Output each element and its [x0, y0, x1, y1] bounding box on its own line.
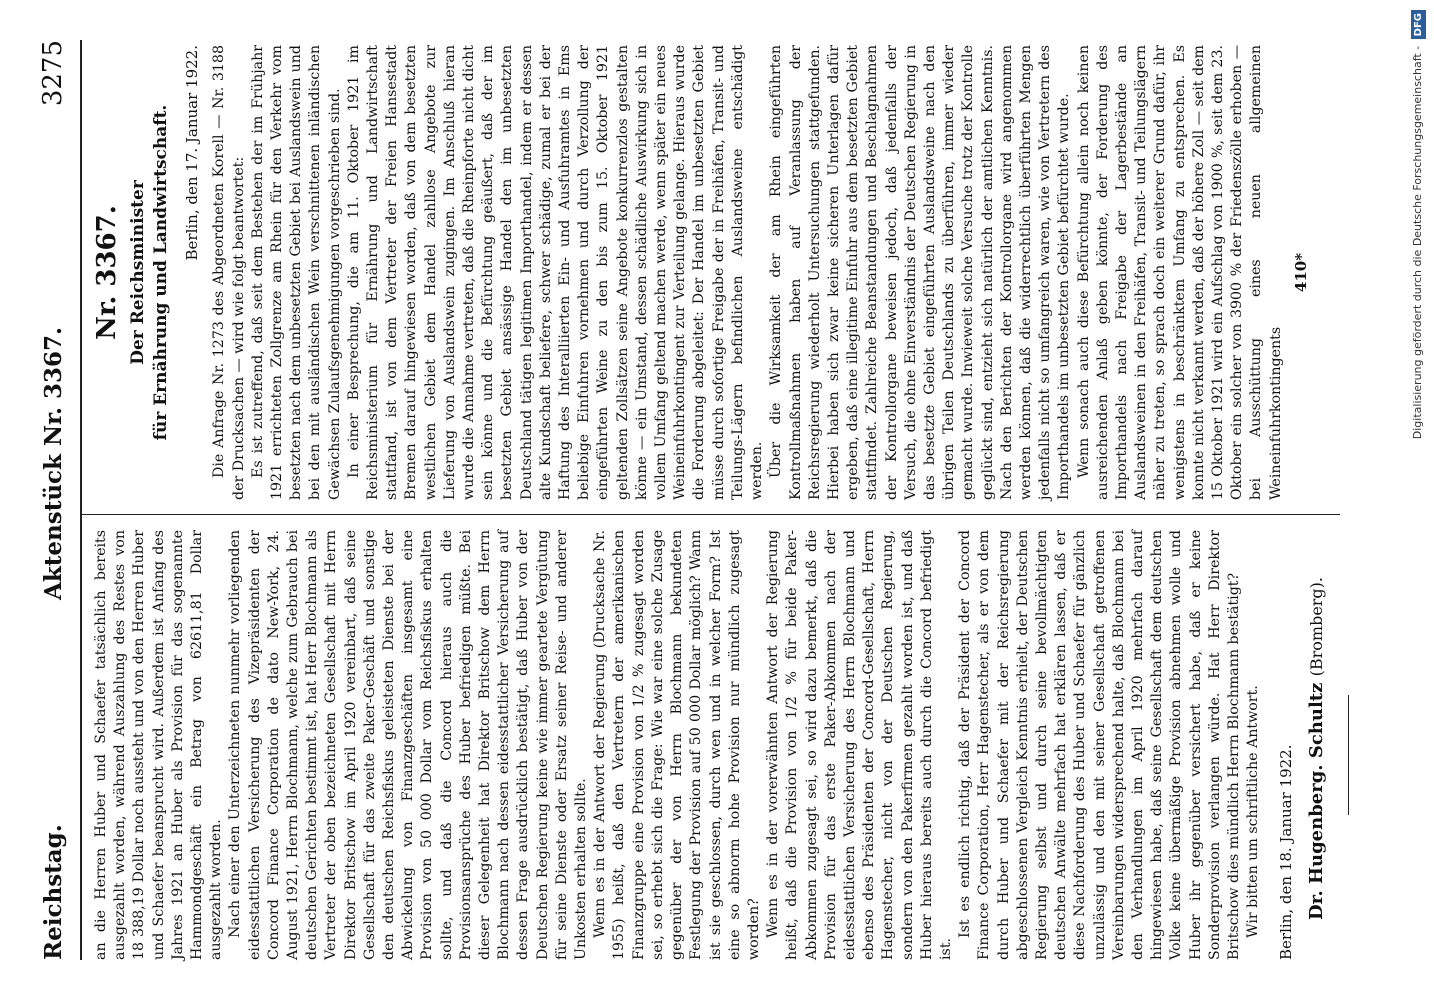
document-number: Nr. 3367. [92, 205, 122, 340]
paragraph: Es ist zutreffend, daß seit dem Bestehen der im Frühjahr 1921 errichteten Zollgrenze am Rhein für den Verkehr vom besetzten nach dem unbesetzten Gebiet bei Auslandswein und bei den mit ausländischen Wein verschnittenen inländischen Gewächsen Zulaufsgenehmigungen vorgeschrieben sind. [249, 45, 343, 500]
right-column [92, 45, 1311, 500]
paragraph: Wir bitten um schriftliche Antwort. [1245, 685, 1262, 938]
paragraph: Nach einer den Unterzeichneten nunmehr vorliegenden eidesstattlichen Versicherung des Vizepräsidenten der Concord Finance Corporation de dato New-York, 24. August 1921, Herrn Blochmann, welche zum Gebrauch bei deutschen Gerichten bestimmt ist, hat Herr Blochmann als Vertreter der oben bezeichneten Gesellschaft mit Herrn Direktor Britschow im April 1920 vereinbart, daß seine Gesellschaft für das zweite Paker-Geschäft und sonstige den deutschen Reichsfiskus geleisteten Dienste bei der Abwickelung von Finanzgeschäften insgesamt eine Provision von 50 000 Dollar vom Reichsfiskus erhalten sollte, und daß die Concord hieraus auch die Provisionsansprüche des Huber befriedigen müßte. Bei dieser Gelegenheit hat Direktor Britschow dem Herrn Blochmann nach dessen eidesstattlicher Versicherung auf dessen Frage ausdrücklich bestätigt, daß Huber von der Deutschen Regierung keine wie immer geartete Vergütung für seine Dienste oder Ersatz seiner Reise- und anderer Unkosten erhalten sollte. [227, 530, 590, 960]
dfg-badge: DFG [1411, 10, 1426, 39]
page-number: 3275 [38, 40, 68, 107]
credit-text: Digitalisierung gefördert durch die Deutsche Forschungsgemeinschaft - [1411, 45, 1424, 440]
column-divider [80, 514, 1340, 515]
footer-mark: 410* [1291, 252, 1310, 293]
page-header [38, 40, 72, 960]
digitization-credit [1403, 0, 1433, 1000]
signature-name: Dr. Hugenberg. Schultz [1305, 682, 1327, 920]
paragraph: Wenn es in der Antwort der Regierung (Drucksache Nr. 1955) heißt, daß den Vertretern der amerikanischen Finanzgruppe eine Provision von 1/2 % zugesagt worden sei, so erhebt sich die Frage: Wie war eine solche Zusage gegenüber der von Herrn Blochmann bekundeten Festlegung der Provision auf 50 000 Dollar möglich? Wann ist sie geschlossen, durch wen und in welcher Form? Ist eine so abnorm hohe Provision nur mündlich zugesagt worden? [592, 530, 762, 960]
paragraph: Die Anfrage Nr. 1273 des Abgeordneten Korell — Nr. 3188 der Drucksachen — wird wie folgt beantwortet: [211, 45, 247, 500]
paragraph: Wenn sonach auch diese Befürchtung allein noch keinen ausreichenden Anlaß geben könnte, der Forderung des Importhandels nach Freigabe der Lagerbestände an Auslandsweinen in den Freihäfen, Transit- und Teilungslägern näher zu treten, so sprach doch ein weiterer Grund dafür, ihr wenigstens in beschränktem Umfang zu entsprechen. Es konnte nicht verkannt werden, daß der höhere Zoll — seit dem 15 Oktober 1921 wird ein Aufschlag von 1900 %, seit dem 23. Oktober ein solcher von 3900 % der Friedenszölle erhoben — bei Ausschüttung eines neuen allgemeinen Weineinfuhrkontingents [1075, 45, 1284, 500]
organization-line-1: Der Reichsminister [128, 180, 149, 365]
paragraph: Über die Wirksamkeit der am Rhein eingeführten Kontrollmaßnahmen haben auf Veranlassung der Reichsregierung wiederholt Untersuchungen stattgefunden. Hierbei haben sich zwar keine sicheren Unterlagen dafür ergeben, daß eine illegitime Einfuhr aus dem besetzten Gebiet stattfindet. Zahlreiche Beanstandungen und Beschlagnahmen der Kontrollorgane beweisen jedoch, daß jedenfalls der Versuch, die ohne Einverständnis der Deutschen Regierung in das besetzte Gebiet eingeführten Auslandsweine nach den übrigen Teilen Deutschlands zu überführen, immer wieder gemacht wurde. Inwieweit solche Versuche trotz der Kontrolle geglückt sind, entzieht sich natürlich der amtlichen Kenntnis. Nach den Berichten der Kontrollorgane wird angenommen werden können, daß die widerrechtlich überführten Mengen jedenfalls nicht so umfangreich waren, wie von Vertretern des Importhandels im unbesetzten Gebiet befürchtet wurde. [768, 45, 1073, 500]
signature-place: (Bromberg). [1306, 576, 1326, 677]
header-left: Reichstag. [40, 824, 67, 960]
paragraph: Wenn es in der vorerwähnten Antwort der Regierung heißt, daß die Provision von 1/2 % für beide Paker-Abkommen zugesagt sei, so wird dazu bemerkt, daß die Provision für das erste Paker-Abkommen nach der eidesstattlichen Versicherung des Herrn Blochmann und ebenso des Präsidenten der Concord-Gesellschaft, Herrn Hagenstecher, nicht von der Deutschen Regierung, sondern von den Pakerfirmen gezahlt worden ist, und daß Huber hieraus bereits auch durch die Concord befriedigt ist. [765, 530, 954, 960]
organization-line-2: für Ernährung und Landwirtschaft. [151, 104, 172, 441]
paragraph: In einer Besprechung, die am 11. Oktober 1921 im Reichsministerium für Ernährung und Landwirtschaft stattfand, ist von dem Vertreter der Freien Hansestadt Bremen darauf hingewiesen worden, daß von dem besetzten westlichen Gebiet dem Handel zahllose Angebote zur Lieferung von Auslandswein zugingen. Im Anschluß hieran wurde die Annahme vertreten, daß die Rheinpforte nicht dicht sein könne und die Befürchtung geäußert, daß der im besetzten Gebiet ansässige Handel den im unbesetzten Deutschland tätigen legitimen Importhandel, indem er dessen alte Kundschaft beliefere, schwer schädige, zumal er bei der Haftung des Interalliierten Ein- und Ausfuhramtes in Ems beliebige Einfuhren vornehmen und durch Verzollung der eingeführten Weine zu den bis zum 15. Oktober 1921 geltenden Zollsätzen seine Angebote konkurrenzlos gestalten könne — ein Umstand, dessen schädliche Auswirkung sich in vollem Umfang geltend machen werde, wenn später ein neues Weineinfuhrkontingent zur Verteilung gelange. Hieraus wurde die Forderung abgeleitet: Der Handel im unbesetzten Gebiet müsse durch sofortige Freigabe der in Freihäfen, Transit- und Teilungs-Lägern befindlichen Auslandsweine entschädigt werden. [345, 45, 766, 500]
paragraph: an die Herren Huber und Schaefer tatsächlich bereits ausgezahlt worden, während Auszahlung des Restes von 18 388,19 Dollar noch aussteht und von den Herren Huber und Schaefer beansprucht wird. Außerdem ist Anfang des Jahres 1921 an Huber als Provision für das sogenannte Hammondgeschäft ein Betrag von 62611,81 Dollar ausgezahlt worden. [93, 530, 225, 960]
right-date: Berlin, den 17. Januar 1922. [183, 45, 202, 261]
left-date: Berlin, den 18. Januar 1922. [1277, 744, 1296, 960]
header-rule [80, 40, 82, 960]
paragraph: Ist es endlich richtig, daß der Präsident der Concord Finance Corporation, Herr Hagenstecher, als er von dem durch Huber und Schaefer mit der Reichsregierung abgeschlossenen Vergleich Kenntnis erhielt, der Deutschen Regierung selbst und durch seine bevollmächtigten deutschen Anwälte mehrfach hat erklären lassen, daß er diese Nachforderung des Huber und Schaefer für gänzlich unzulässig und den mit seiner Gesellschaft getroffenen Vereinbarungen widersprechend halte, daß Blochmann bei den Verhandlungen im April 1920 mehrfach darauf hingewiesen habe, daß seine Gesellschaft dem deutschen Volke keine übermäßige Provision abnehmen wolle und Huber ihr gegenüber versichert habe, daß er keine Sonderprovision verlangen würde. Hat Herr Direktor Britschow dies mündlich Herrn Blochmann bestätigt? [957, 530, 1242, 960]
header-document-title: Aktenstück Nr. 3367. [40, 326, 67, 600]
left-column [92, 530, 1349, 960]
section-rule [1348, 695, 1349, 815]
signature [1307, 530, 1326, 920]
